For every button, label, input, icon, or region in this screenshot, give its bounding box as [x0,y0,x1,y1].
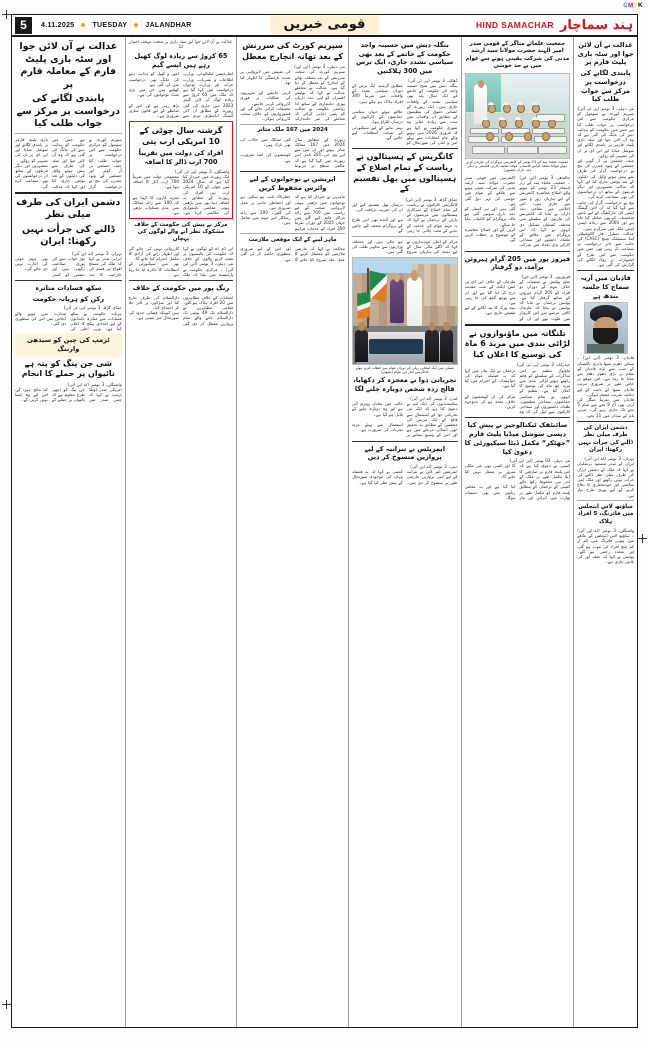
article-body: انتخابات کے خلاف مظاہروں میں 20 افراد ہلاک ہو گئے۔ مقامی مظاہرین نے دارالسلام کی طرف مارچ کیا اور سڑکوں پر ٹائر جلا کر احتجاج کیا۔ [128,294,234,311]
headline-bangladesh-violence: بنگلہ دیش میں حسینہ واجد حکومت کے خاتمے کے بعد بھی سیاسی تشدد جاری، ایک برس میں 300 ہلاکتیں [356,41,454,76]
article-body: سپریم کورٹ نے سوموار کو مرکزی حکومت سے اس درخواست پر جواب طلب کیا ہے جس میں حکومت کو ہدایت دینے کی مانگ کی گئی ہے کہ وہ آن لائن جوا اور سٹہ بازی پلیٹ فارمز پر پابندی لگائے اور سوشل میڈیا اور این ای پر ان کی تشہیر کو روکے۔ [577,111,634,158]
article-body: ایران کے صدر مسعود پزشکیان نے کہا کہ ملک کے دشمن ایران کی طرف میلی نظر ڈالنے کی جرأت نہیں رکھتے اور ملک اپنی سلامتی اور خودمختاری کا دفاع کرنے کے لیے پوری طرح تیار ہے۔ [577,461,634,498]
headline-ferozepur-heroin: فیروز پور میں 205 گرام ہیروئن برآمد، دو گرفتار [464,254,571,272]
article-body: واشنگٹن، 3 نومبر (اے این آئی) ۔ ساؤتھ لاس اینجلس کے علاقے میں ہوئی فائرنگ میں کم از کم پانچ افراد کی موت ہو گئی اور متعدد زخمی ہو گئے۔ پولیس نے کہا کہ حملہ آور کی تلاش جاری ہے۔ [577,528,634,565]
article-body: نئی دہلی، 3 نومبر (این این آئی) ۔ مرکزی حکومت نے پارلیمنٹ میں بتایا کہ ملک بھر میں سیکیورٹی کے انتظامات کا جائزہ لیا جا رہا ہے۔ [128,261,234,277]
article-body: قادیان، 3 نومبر (این این) ۔ سناتن دھرم سبھا پادری پاکستان کے سب سے بڑے قادیان کے مقام پر بڑی دھوم دھام سے منایا جا رہا ہے۔ اس موقع پر خاص طور پر ضروری مرتب قادیان سبھا کے باعث کے لیے دعائیہ تقریب منعقد ہوگی۔ [577,355,634,397]
headline-jamiat-conference: جمعیت علمائے مناگر کے قومی صدر امیر الہند حضرت مولانا سید ارشد مدنی کی شرکت یقینی ہونے سے عوام میں بے حد خوشی [465,41,570,70]
headline-trump-taiwan: شی جن پنگ کو پتہ ہے تائیوان پر حملے کا انجام [21,358,115,379]
article-body: ریاستی حکومت نے عدالت کو یقین دہانی کرائی کہ معاملے کی غیر جانبدارانہ تحقیقات کرائی جائے گی اور قصورواروں کے خلاف سخت کارروائی ہوگی۔ [240,105,345,122]
kicker-gambling: عدالت نے آن لائن جوا اور سٹہ بازی پر سخت موقف اختیار کیا [129,40,233,50]
dateline-tehran: تہران، 3 نومبر (اے این آئی) [584,456,634,462]
kicker-trump-label: ٹرمپ کی چین کو سیدھی وارننگ [26,336,110,354]
article-body: بنگلہ دیش میں شیخ حسینہ واجد کی حکومت کے خاتمے کے ایک سال بعد بھی سیاسی تشدد کے واقعات جاری ہیں۔ ایک رپورٹ کے مطابق گزشتہ ایک برس کے دوران سیاسی تشدد کے واقعات میں تقریباً 300 افراد ہلاک ہو چکے ہیں۔ [351,83,458,109]
article-body: رپورٹ کے مطابق سال 2024 میں 167 ممالک متاثر ہوئے اور ان میں سے کئی ممالک میں حالات اب بھی نازک ہیں۔ [240,136,345,153]
cmyk-registration-marks: CMYK [623,3,643,9]
article-body: سپریم کورٹ نے سوموار کو مرکزی حکومت سے اس درخواست پر جواب طلب کیا ہے جس میں حکومت کو ہدایت دینے کی مانگ کی گئی ہے کہ وہ آن لائن جوا اور سٹہ بازی پلیٹ فارمز پر پابندی لگائے اور سوشل میڈیا اور این ای پر ان کی تشہیر کو روکے۔ [15,136,122,163]
article-body: این وی جی۔291 نامی اس رپورٹ میں کہا گیا ہے کہ عالمی سطح پر مربوط کوششوں کی اشد ضرورت ہے۔ [240,152,345,168]
headline-rangpur-protest: رنگ پور میں حکومت کے خلاف [132,283,230,292]
content-columns [12,37,637,1027]
article-body: سائنسدانوں کی ایک ٹیم نے دعویٰ کیا ہے کہ ایک نئی تجرباتی دوا کے استعمال سے فالج کے ایک مریض کی حالت میں نمایاں بہتری آئی ہے اور وہ دوبارہ چلنے کے قابل ہو گیا ہے۔ [351,401,458,422]
photo-windshield [369,339,423,354]
article-body: رپورٹ کے مطابق یہ اضافہ دنیا بھر میں بڑھتی ہوئی معاشی ناہمواری کی عکاسی کرتا ہے۔ تجزیہ کاروں کا کہنا ہے کہ 100 سے زائد ممالک میں عدم مساوات بڑھی ہے۔ [132,194,230,216]
photo-caption-madrasa: جمعیت علماء ہند کے 23 نومبر کے کانفرنس پروگرام کی تیاریاں کرتے ہوئے مولانا محمد الیاس قاسمی، مولانا محمد عارف قاسمی و دیگر ذمہ داران (تصویر) [466,159,569,173]
divider [15,280,122,281]
column-3 [348,37,461,1027]
section-label: قومی خبریں [270,16,380,34]
dateline [41,22,192,29]
divider [577,421,634,422]
headline-2024-countries-affected: 2024 میں 167 ملک متاثر [257,127,328,134]
page-frame [11,14,638,1028]
headline-online-gambling-court-2: پابندی لگانے کی درخواست پر مرکز سے جواب طلب کیا [580,69,631,104]
divider [129,280,234,281]
separator-dot-icon [134,23,138,27]
divider [15,192,122,194]
article-body: انسانی حقوق کی تنظیموں کے مطابق ان واقعات میں سب سے زیادہ متاثر وہ علاقے ہوئے جہاں سیاسی جماعتوں کے کارکنوں کے درمیان ٹکراؤ ہوا۔ [351,109,458,125]
headline-billionaires-2: افراد کی دولت میں تقریباً 700 ارب ڈالر کا اضافہ [138,149,224,167]
dateline-hyderabad: حیدرآباد، 3 نومبر (پی ٹی آئی) [517,362,571,368]
photo-caption-rally: ممبئی میں ایک انتخابی ریلی کے دوران عوام سے خطاب کرتے ہوئے کانگریس لیڈر اور عوام (تصویر) [355,365,454,375]
article-body: جالندھر، 3 نومبر (این این) ۔ جمعیت علماء ہند کے زیر اہتمام 23 نومبر کو ہونے والے اصلاح معاشرہ کانفرنس کے لیے تیاریاں زور و شور سے جاری ہیں۔ اس کانفرنس میں قومی صدر حضرت مولانا سید ارشد مدنی کی شرکت یقینی ہونے سے علاقے کے عوام میں خوشی کی لہر دوڑ گئی ہے۔ [464,174,571,206]
divider [465,417,571,418]
article-body: پارٹی کے ترجمان نے کہا کہ یہ مہم عوام کی خدمت کے جذبے کے تحت چلائی جا رہی ہے اور آئندہ بھی اس طرح کے پروگرام منعقد کیے جائیں گے۔ [351,217,458,233]
photo-security-guard [355,330,368,362]
registration-mark-top-left [2,10,11,19]
article-body: ایرانی صدر نے کہا کہ ملک کی مسلح افواج ہر قسم کی جارحیت کا منہ توڑ جواب دینے کی پوری صلاحیت رکھتی ہیں اور دشمن کو کسی بھی مہم جوئی کی اجازت نہیں دی جائے گی۔ [15,256,122,277]
headline-billionaires-1: گزشتہ سال چوٹی کے 10 امریکی ارب پتی [139,126,223,146]
article-body: اجلاس میں مقامی ذمہ داران نے بتایا کہ کانفرنس کی تیاریوں کے سلسلے میں مختلف کمیٹیاں تشکیل دی گئی ہیں اور ہر کمیٹی کو ذمہ داری سونپی گئی ہے تاکہ پروگرام کو کامیاب بنایا جا سکے۔ [464,205,571,227]
headline-emirates-tanzania: ایمریٹس نے تنزانیہ کے لیے پروازیں منسوخ کر دیں [364,444,445,462]
article-body: انہوں نے تمام سیاسی جماعتوں، سماجی تنظیموں، طلباء، دانشوروں اور سماجی کارکنوں سے اپیل کی کہ وہ مرکز کی ان کوششوں کے خلاف متحد ہو کر جدوجہد کریں۔ [464,393,571,415]
column-lead-left [12,37,125,1027]
dateline-dhaka: ڈھاکہ، 3 نومبر (پی ٹی آئی) [408,77,458,83]
brand-name-english: HIND SAMACHAR [476,20,554,30]
headline-experimental-drug: تجرباتی دوا نے معجزہ کر دکھایا، فالج زدہ شخص دوبارہ چلنے لگا [353,376,457,394]
article-body: امریکی صدر ڈونلڈ ٹرمپ نے کہا کہ چینی صدر شی جن پنگ کو اچھی طرح معلوم ہے کہ تائیوان پر حملے کے کیا نتائج ہوں گے، اس لیے وہ ایسا نہیں کریں گے۔ [15,387,122,403]
registration-mark-right [638,534,647,543]
dateline-chandigarh-sikh: چنڈی گڑھ، 3 نومبر (پی ٹی آئی) [63,305,122,311]
article-body: ضلع پولیس نے منشیات کے خلاف مہم کے دوران دو افراد کو 205 گرام ہیروئن کے ساتھ گرفتار کیا ہے۔ پولیس ترجمان نے بتایا کہ ملزمان کے خلاف این ڈی پی ایس ایکٹ کے تحت مقدمہ درج کر لیا گیا ہے اور ان سے پوچھ گچھ کی جا رہی ہے۔ [464,279,571,305]
article-body: کمپنی کے ترجمان کے مطابق پلیٹ فارم کو مکمل طور پر بھارت میں ڈیزائن اور تیار کیا گیا ہے اور یہ مقامی زبانوں میں بھی دستیاب ہوگا۔ [464,484,571,500]
column-5 [125,37,237,1027]
photo-security-guard [425,330,438,362]
dateline-washington-trump: واشنگٹن، 3 نومبر (اے این آئی) [67,381,122,387]
headline-congress-fruit-distribution: کانگریس کے ہسپتالوں نے ریاست کے تمام اضلاع کے ہسپتالوں میں پھل تقسیم کے [353,152,457,194]
article-body: انہوں نے کہا کہ اس پروگرام میں علاقے کے علماء، دانشور اور سماجی کارکن بڑی تعداد میں شرکت کریں گے اور اصلاح معاشرہ کے موضوع پر خطاب کریں گے۔ [464,226,571,248]
boxed-story-billionaires [129,121,234,218]
dateline-dubai: دبئی، 3 نومبر (اے این آئی) [410,463,458,469]
column-far-right [573,37,637,1027]
registration-mark-bottom-left [2,1000,11,1009]
article-body: این ڈی اے کے لوگوں نے کہا کہ حکومت کی پالیسیوں پر تنقید کرنے والوں کے خلاف کارروائی نہیں کی جائے گی اور اظہار رائے کی آزادی کا مکمل احترام کیا جائے گا۔ [128,245,234,262]
separator-dot-icon [81,23,85,27]
divider [352,441,458,442]
headline-centre-suspicious-persons: مرکز نے پیش کی حکومت کے خلاف مشکوک نظر آنے والے لوگوں کی پہچان [134,221,228,243]
divider [240,171,345,172]
headline-sikh-riots-2: رکن کو ہریانہ حکومت [32,294,105,303]
dateline-delhi-tech: نئی دہلی، 03 نومبر (این این آئی) [509,458,571,464]
article-body: ایمریٹس ایئر لائن نے تنزانیہ کے لیے اپنی پروازیں عارضی طور پر منسوخ کر دی ہیں۔ کمپنی نے کہا کہ یہ فیصلہ وہاں کی موجودہ صورتحال کے پیش نظر کیا گیا ہے۔ [351,469,458,485]
article-body: سپریم کورٹ کی سخت سرزنش کے بعد متعلقہ تھانے کے انچارج کو معطل کر دیا گیا ہے۔ عدالت نے معاملے کی تفتیش میں لاپرواہی پر شدید ناراضگی کا اظہار کیا تھا۔ [240,69,345,90]
article-body: بنچ نے درخواست گزار کی جانب سے کہا گیا کہ آن لائن گیمنگ ایپس کی مارکیٹنگ کے لیے نامور شخصیات کو بھی شامل کیا جاتا ہے اور 2000 سے زیادہ ایسی ایپس ملک میں سرگرم ہیں۔ [577,199,634,231]
article-body: ہریانہ حکومت نے سکھ فسادات سے متاثرہ خاندانوں کے لیے امدادی پیکج کا اعلان کیا ہے۔ وزیر اعلیٰ کی صدارت میں ہونے والے اجلاس میں اس کی منظوری دی گئی۔ [15,310,122,332]
headline-iran-lead-2: ڈالنے کی جرأت نہیں رکھتا: ایران [21,223,115,248]
article-body: ماہرین نے خبردار کیا ہے کہ نوجوانوں میں بڑھتی ہوئی لاپرواہی صحت کے لیے خطرناک ثابت ہو سکتی ہے اور احتیاطی تدابیر پر عمل ضروری ہے۔ [240,194,345,210]
divider [352,148,458,149]
article-body: محکمہ نے کہا کہ عارضی ملازمین کو مستقل کرنے کا عمل جلد شروع کیا جائے گا اور اس کے لیے ضروری منظوری حاصل کر لی گئی ہے۔ [240,246,345,262]
article-body: دارالسلام تک 49 نومبر تک دارالسلام جانے والے تمام پروازیں معطل کر دی گئی ہیں کیونکہ فضائی حدود کی صورتحال غیر یقینی ہے۔ [128,310,234,326]
divider [577,270,634,271]
publication-city: JALANDHAR [145,21,192,29]
headline-los-angeles-shooting: ساؤتھ لاس اینجلس میں فائرنگ، 5 افراد ہلاک [577,503,634,525]
headline-telangana-maoists: تلنگانہ میں ماؤنوازوں نے لڑائی بندی میں مزید 6 ماہ کی توسیع کا اعلان کیا [464,328,570,359]
divider [240,233,345,234]
photo-tricolour-flag [357,292,370,320]
publication-day: TUESDAY [92,21,128,29]
article-body: کانگریس کارکنوں نے ریاست کے تمام اضلاع کے سرکاری ہسپتالوں میں مریضوں کے درمیان پھل تقسیم کیے اور ان کی خیریت دریافت کی۔ [351,201,458,218]
photo-woman-leader [390,279,403,324]
article-body: پولیس نے بتایا کہ ملزمان کافی عرصے سے اس کاروبار میں ملوث تھے اور ان کے نیٹ ورک کا پتہ لگانے کے لیے تفتیش جاری ہے۔ [464,305,571,321]
headline-social-media-platform: سائنٹفک ٹیکنالوجیز نے پیش کیا دیسی سوشل میڈیا پلیٹ فارم ”جھٹکر“ مکمل ڈیٹا سیکیورٹی کا دعویٰ کیا [464,421,571,456]
dateline-london: لندن، 3 نومبر (اے این آئی) [410,395,458,401]
article-body: عدالت سنٹرل فار اکاؤنٹیبلٹی اینڈ سسٹمک چینج (CASC) کی جانب سے دائر درخواست پر سماعت کر رہی تھی جس میں حکومت سے اس طرح کے اشتہارات پر روک لگانے کی گزارش کی گئی ہے۔ [577,230,634,268]
dateline-ferozepur: فیروزپور، 3 نومبر (این این) [521,273,571,279]
divider [240,124,345,125]
column-4 [236,37,348,1027]
beard-shape [593,328,618,345]
article-body: محققین کے مطابق یہ تحقیق ابھی ابتدائی مرحلے میں ہے اور اس کے وسیع پیمانے پر استعمال سے پہلے مزید تجربات کی ضرورت ہے۔ [351,421,458,438]
headline-supreme-court-suspension: سپریم کورٹ کی سرزنش کے بعد تھانہ انچارج معطل [242,41,344,61]
article-body: قادیان میں تقریباً منگل کی آرتی بھی آج 9 بجے سے شام 5 بجے تک جاری رہے گی۔ مرتی نام کے میدان میں 11 بجے۔ [577,396,634,418]
divider [577,500,634,501]
brand-logo [476,18,633,33]
photo-congress-flag [369,270,387,302]
headline-online-gambling-court-1: عدالت نے آن لائن جوا اور سٹہ بازی پلیٹ فارم پر [577,41,634,67]
article-body: انفارمیشن ٹیکنالوجی، وزارت اطلاعات و نشریات، وزارت خزانہ اور وزارت نوجوان امور و کھیل کو ہدایت دینے کی مانگ بھی درخواست میں کی گئی ہے۔ [128,71,234,87]
article-body: مرکز کے اعلیٰ عہدیداروں نے کہا کہ اگلے مالی سال کے لیے بجٹ کی تیاریاں شروع ہو چکی ہیں اور مختلف وزارتوں سے تجاویز طلب کی گئی ہیں۔ [351,239,458,255]
lead-headline-line-1: عدالت نے آن لائن جوا اور سٹہ بازی پلیٹ فارم کے معاملہ فارم پر [19,41,118,90]
photo-madrasa-gathering [465,73,571,159]
dateline-tehran-lead: تہران، 3 نومبر (اے این آئی) [71,250,122,256]
divider [15,133,122,134]
divider [352,236,458,237]
article-body: درخواست میں کہا گیا ہے کہ ملک میں 65 کروڑ سے زیادہ لوگ آن لائن گیمز کھیلتے ہیں جن میں بڑی تعداد نوجوانوں کی ہے۔ [128,87,234,103]
headline-sikh-riots-1: سکھ فسادات متاثرہ [35,283,102,292]
article-body: ریاست میں 700 سے زائد مراکز قائم کیے گئے ہیں جہاں 2025 کے دوران تقریباً 350 افراد کو خدمات فراہم کی گئیں۔ 200 سے زائد رضاکار اس مہم میں شامل ہیں۔ [240,209,345,231]
article-body: عدالت نے کہا کہ پولیس افسران کو اپنی ذمہ داریاں پوری دیانتداری کے ساتھ ادا کرنی چاہئیں اور شہریوں کی شکایات پر فوری کارروائی کرنی چاہیے۔ [240,90,345,106]
photo-man-leader [407,277,423,326]
column-2 [461,37,574,1027]
dateline-delhi: نئی دہلی، 3 نومبر (پی ٹی آئی) [577,105,634,111]
masthead [12,15,637,37]
dateline-washington: واشنگٹن، 3 نومبر (پی ٹی آئی) [175,168,230,174]
headline-youth-virus-protection: ایریشن نے نوجوانوں کے لیے وائرس محفوظ کریں [249,174,336,192]
photo-political-rally [352,257,458,365]
brand-name-urdu: ہند سماچار [559,17,633,33]
photo-security-guard [440,330,453,362]
article-body: عبوری حکومت نے کہا ہے کہ فروری 2026 میں ہونے والے عام انتخابات سے پہلے امن و امان کی صورتحال کو بہتر بنانے کے لیے سیکیورٹی کے سخت انتظامات کیے جائیں گے۔ [351,124,458,146]
article-body: چیف جسٹس بی آر گوئی اور جسٹس کے ونود چندرن کی بنچ نے درخواست گزار کی طرف سے پیش ہوئے وکیل کی دلیلوں کے بعد نوٹس جاری کیا اور کہا کہ عدالت مشتہرین اور دیگر فریقوں کے ساتھ ان درخواستوں کی بھی سماعت کرے گی۔ [15,162,122,189]
lead-headline-line-2: پابندی لگانے کی درخواست پر مرکز سے جواب طلب کیا [16,93,120,130]
headline-65-crore-players: 65 کروڑ سے زیادہ لوگ کھیل رہے ہیں ایسے گیم [134,52,228,69]
divider [465,324,571,326]
kicker-trump-china [15,333,122,356]
headline-iran-lead-1: دشمن ایران کی طرف میلی نظر [16,196,121,221]
torso-shape [587,344,624,353]
photo-sikh-leader [584,302,628,354]
article-body: چیف جسٹس بی آر گوئی اور جسٹس کے ونود چندرن کی بنچ نے درخواست گزار کی طرف سے پیش ہوئے وکیل کی دلیلوں کے بعد نوٹس جاری کیا اور کہا کہ عدالت مشتہرین اور دیگر فریقوں کے ساتھ ان درخواستوں کی بھی سماعت کرے گی۔ [577,157,634,200]
headline-qadian-arya-samaj: قادیان میں آریہ سماج کا جلسہ بندھ ہے [580,274,631,300]
dateline-chandigarh: چنڈی گڑھ، 3 نومبر (این این) [405,196,458,202]
divider [465,251,571,252]
page-number: 5 [15,17,32,34]
headline-temporary-jobs: ماہر لیبے کے ایک موقعی ملازمت [248,236,337,243]
article-body: ایک رپورٹ میں خبردار کیا گیا ہے کہ سال 2024 میں چوٹی کے 10 امریکی ارب پتی افراد کی مجموعی دولت میں تقریباً 700 ارب ڈالر کا اضافہ ہوا ہے۔ [132,173,230,195]
article-body: 2023 میں جاری کی گئی رپورٹ کے مطابق آن لائن گیمنگ انڈسٹری تیزی سے بڑھ رہی ہے اور اس کے ضابطے کے لیے قانون سازی ضروری ہے۔ [128,102,234,119]
article-body: کمپنی نے دعویٰ کیا ہے کہ اس پلیٹ فارم پر صارفین کا ڈیٹا مکمل طور پر ملک کے اندر ہی محفوظ رکھا جائے گا اور کسی بھی غیر ملکی سرور پر منتقل نہیں کیا جائے گا۔ [464,463,571,485]
article-body: ماؤنواز تنظیم نے امن مذاکرات کے سلسلے کو قائم رکھتے ہوئے لڑائی بندی میں مزید چھ ماہ کی توسیع کا اعلان کیا ہے۔ تنظیم کے ترجمان نے ایک بیان میں کہا کہ یہ فیصلہ عوام کی خواہشات کے احترام میں کیا گیا ہے۔ [464,367,571,394]
publication-date: 4.11.2025 [41,21,75,29]
headline-iran-warning: دشمن ایران کی طرف میلی نظر ڈالنے کی جرأت نہیں رکھتا: ایران [578,424,633,453]
dateline-delhi-court: نئی دہلی، 3 نومبر (این این) [294,64,345,70]
